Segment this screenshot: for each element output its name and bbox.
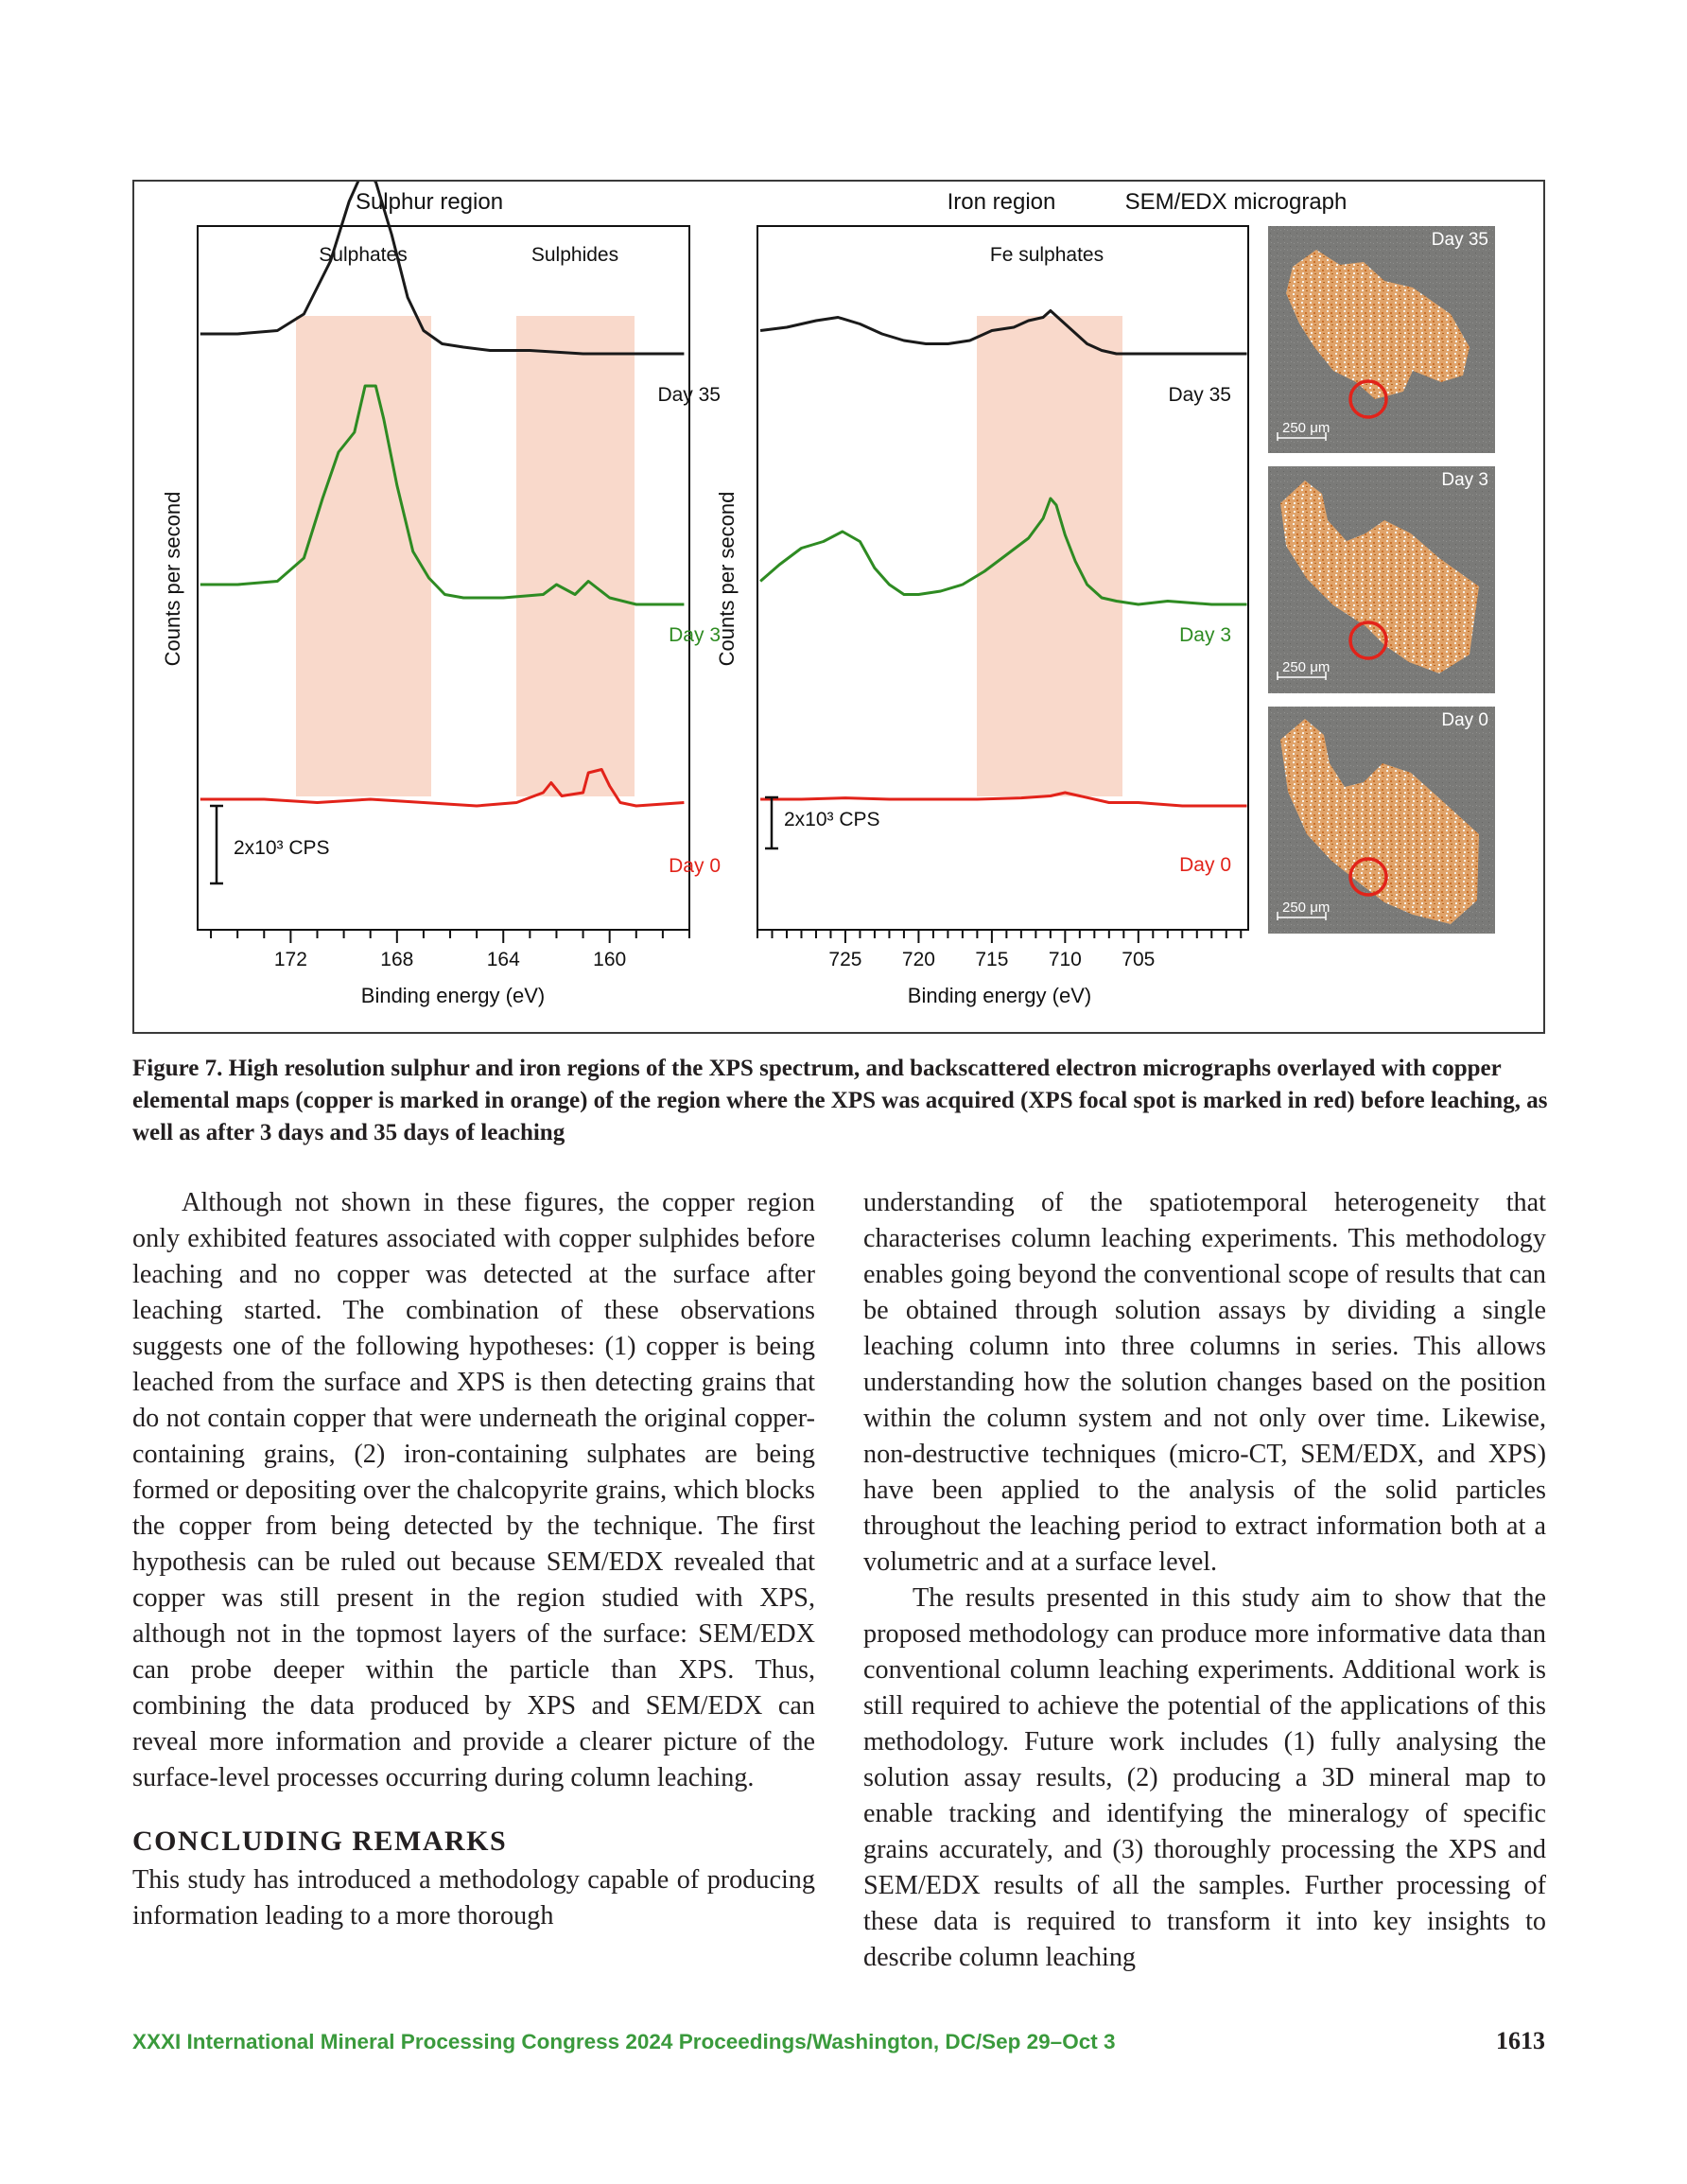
micrograph-day3-scale: 250 μm [1282,659,1330,675]
left-column [132,1185,815,1934]
body-paragraph: understanding of the spatiotemporal heterogeneity that characterises column leaching experiments. This methodology enables going beyond the conventional scope of results that can be obtained through solution assays by dividing a single leaching column into three columns in series. This allows understanding how the solution changes based on the position within the column system and not only over time. Likewise, non-destructive techniques (micro-CT, SEM/EDX, and XPS) have been applied to the analysis of the solid particles throughout the leaching period to extract information both at a volumetric and at a surface level. [863,1188,1546,1577]
sulphur-x-axis-label: Binding energy (eV) [360,984,546,1007]
fe-sulphates-band [977,316,1122,796]
right-column [863,1185,1546,1976]
iron-region-chart [757,226,1248,1007]
sulphur-x-axis-ticks [211,930,689,970]
iron-day3-label: Day 3 [1179,624,1231,646]
sulphur-scale-bar-label: 2x10³ CPS [234,837,330,859]
x-tick-label: 164 [486,949,520,970]
x-tick-label: 160 [593,949,627,970]
body-paragraph: The results presented in this study aim to show that the proposed methodology can produce more informative data than conventional column leaching experiments. Additional work is still required to achieve the potential of the applications of this methodology. Future work includes (1) fully analysing the solution assay results, (2) producing a 3D mineral map to enable tracking and identifying the mineralogy of specific grains accurately, and (3) thoroughly processing the XPS and SEM/EDX results of all the samples. Further processing of these data is required to transform it into key insights to describe column leaching [863,1583,1546,1972]
page-footer [132,2027,1545,2055]
iron-scale-bar [765,797,778,848]
iron-x-axis-ticks [757,930,1241,970]
micrograph-day35-label: Day 35 [1431,230,1488,250]
body-paragraph: Although not shown in these figures, the copper region only exhibited features associated with copper sulphides before leaching and no copper was detected at the surface after leaching started. The combination of these observations suggests one of the following hypotheses: (1) copper is being leached from the surface and XPS is then detecting grains that do not contain copper that were underneath the original copper-containing grains, (2) iron-containing sulphates are being formed or depositing over the chalcopyrite grains, which blocks the copper from being detected by the technique. The first hypothesis can be ruled out because SEM/EDX revealed that copper was still present in the region studied with XPS, although not in the topmost layers of the surface: SEM/EDX can probe deeper within the particle than XPS. Thus, combining the data produced by XPS and SEM/EDX can reveal more information and provide a clearer picture of the surface-level processes occurring during column leaching. [132,1188,815,1792]
iron-scale-bar-label: 2x10³ CPS [784,809,880,830]
x-tick-label: 705 [1122,949,1156,970]
page-number: 1613 [1496,2027,1545,2054]
iron-y-axis-label: Counts per second [715,491,739,667]
sulphides-band-label: Sulphides [530,244,619,266]
micrograph-day0-scale: 250 μm [1282,900,1330,916]
x-tick-label: 715 [975,949,1009,970]
iron-day35-label: Day 35 [1168,384,1231,406]
x-tick-label: 725 [828,949,862,970]
sulphur-day35-label: Day 35 [657,384,721,406]
sulphur-y-axis-label: Counts per second [161,491,184,667]
micrograph-day0-label: Day 0 [1441,710,1488,730]
iron-day0-label: Day 0 [1179,854,1231,876]
sem-edx-title: SEM/EDX micrograph [1124,189,1348,215]
sulphides-band [516,316,635,796]
sulphur-region-title: Sulphur region [355,189,504,215]
figure-7 [132,180,1545,1034]
figure-7-svg [134,182,1543,1032]
conference-footer: XXXI International Mineral Processing Congress 2024 Proceedings/Washington, DC/Sep 29–Oct 3 [132,2030,1116,2053]
micrograph-day3 [1268,466,1495,693]
sulphur-region-chart [198,182,721,1007]
figure-caption: Figure 7. High resolution sulphur and iron regions of the XPS spectrum, and backscattered electron micrographs overlayed with copper elemental maps (copper is marked in orange) of the region where the XPS was acquired (XPS focal spot is marked in red) before leaching, as well as after 3 days and 35 days of leaching [132,1056,1548,1145]
x-tick-label: 710 [1048,949,1082,970]
iron-x-axis-label: Binding energy (eV) [907,984,1092,1007]
body-paragraph: This study has introduced a methodology capable of producing information leading to a more thorough [132,1865,815,1931]
sulphur-scale-bar [210,806,223,883]
micrograph-day3-label: Day 3 [1441,470,1488,490]
micrograph-day0 [1268,707,1495,934]
section-heading: CONCLUDING REMARKS [132,1826,508,1857]
fe-sulphates-band-label: Fe sulphates [989,244,1104,266]
sulphates-band-label: Sulphates [319,244,408,266]
sulphur-day0-label: Day 0 [669,855,721,877]
sulphur-day3-label: Day 3 [669,624,721,646]
x-tick-label: 168 [380,949,414,970]
x-tick-label: 720 [901,949,935,970]
iron-region-title: Iron region [947,189,1056,215]
x-tick-label: 172 [273,949,307,970]
micrograph-day35-scale: 250 μm [1282,420,1330,436]
micrograph-day35 [1268,226,1495,453]
